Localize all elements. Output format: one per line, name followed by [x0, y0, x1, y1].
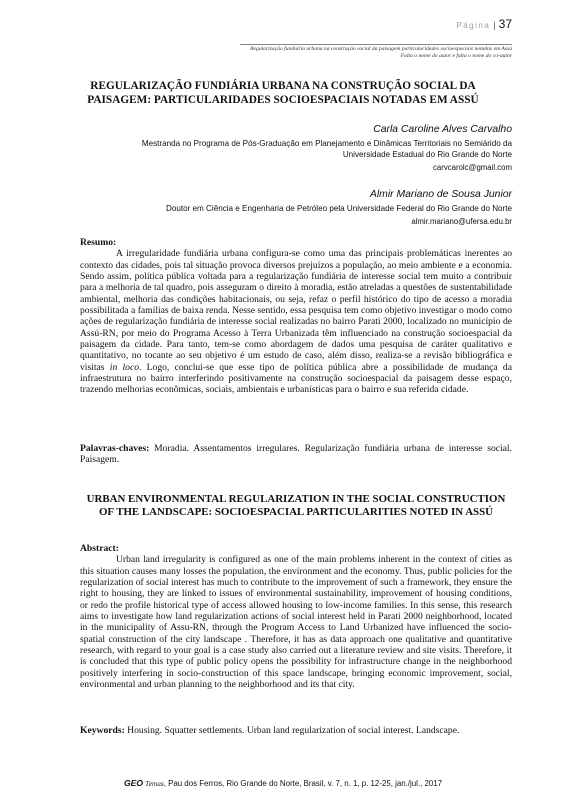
affiliation-line: Mestranda no Programa de Pós-Graduação em Planejamento e Dinâmicas Territoriais no Semiárido da: [141, 139, 512, 148]
author-name: Almir Mariano de Sousa Junior: [369, 189, 512, 200]
author-name: Carla Caroline Alves Carvalho: [373, 124, 512, 135]
resumo-section: [80, 237, 512, 396]
page-label: Página: [456, 21, 491, 30]
author-email: almir.mariano@ufersa.edu.br: [411, 217, 512, 227]
page-number-block: [456, 17, 512, 31]
running-head: [212, 46, 512, 60]
running-head-line1: Regularização fundiária urbana na construção social da paisagem particularidades socioespaciais notadas em Assú: [250, 46, 512, 52]
page-number: 37: [498, 17, 512, 31]
resumo-body: A irregularidade fundiária urbana configura-se como uma das principais problemáticas inerentes ao contexto das cidades, pois tal situação provoca diversos prejuízos a população, ao meio ambiente e a economia. Sendo assim, política pública voltada para a regularização fundiária de interesse social tem muito a contribuir para a melhoria de tal quadro, pois asseguram o direito à moradia, estão atreladas a questões de sustentabilidade ambiental, melhoria das condições habitacionais, ou seja, refaz o perfil histórico do tipo de acesso a moradia possibilitada a famílias de baixa renda. Nesse sentido, essa pesquisa tem como objetivo investigar o modo como ações de regularização fundiária de interesse social realizadas no bairro Parati 2000, localizado no município de Assú-RN, por meio do Programa Acesso à Terra Urbanizada têm influenciado na construção socioespacial da paisagem da cidade. Para tanto, tem-se como abordagem de dados uma pesquisa de caráter qualitativo e quantitativo, no tocante ao seu objetivo é um estudo de caso, além disso, realiza-se a revisão bibliográfica e visitas: [80, 248, 512, 373]
resumo-heading: Resumo:: [80, 237, 117, 248]
author-email: carvcarolc@gmail.com: [433, 163, 512, 173]
journal-logo-sub: Temas: [145, 781, 164, 788]
author-block-2: [166, 189, 512, 226]
palavras-chave-text: Moradia. Assentamentos irregulares. Regularização fundiária urbana de interesse social. Paisagem.: [80, 443, 512, 466]
resumo-italic-term: in loco: [109, 361, 140, 373]
footer-citation: [0, 778, 566, 788]
journal-logo: GEO: [123, 778, 144, 788]
article-title-en: URBAN ENVIRONMENTAL REGULARIZATION IN THE SOCIAL CONSTRUCTION OF THE LANDSCAPE: SOCIOESPACIAL PARTICULARITIES NOTED IN ASSÚ: [86, 493, 506, 519]
resumo-text: [80, 248, 512, 395]
affiliation-line: Doutor em Ciência e Engenharia de Petróleo pela Universidade Federal do Rio Grande do Norte: [166, 204, 512, 213]
page-separator: |: [493, 20, 496, 30]
article-title-pt: REGULARIZAÇÃO FUNDIÁRIA URBANA NA CONSTRUÇÃO SOCIAL DA PAISAGEM: PARTICULARIDADES SOCIOESPACIAIS NOTADAS EM ASSÚ: [87, 80, 479, 106]
abstract-text: Urban land irregularity is configured as one of the main problems inherent in the context of cities as this situation causes many losses the population, the environment and the economy. Thus, public policies for the regularization of social interest has much to contribute to the improvement of such a framework, they ensure the right to housing, they are linked to issues of environmental sustainability, improvement of housing conditions, or redo the profile historical type of access allowed housing to low-income families. In this sense, this research aims to investigate how land regularization actions of social interest held in Parati 2000 neighborhood, located in the municipality of Assu-RN, through the Program Access to Land Urbanized have influenced the socio-spatial construction of the city landscape . Therefore, it has as data approach one qualitative and quantitative research, with regard to your goal is a case study also carried out a literature review and site visits. Therefore, it is concluded that this type of public policy opens the possibility for infrastructure change in the neighborhood positively interfering in socio-construction of this space landscape, bringing economic improvement, social, environmental and urban planning to the neighborhood and its that city.: [80, 554, 512, 691]
keywords-text: Housing. Squatter settlements. Urban land regularization of social interest. Landscape.: [127, 725, 460, 736]
resumo-body-end: . Logo, conclui-se que esse tipo de política pública abre a possibilidade de mudança da infraestrutura no bairro interferindo positivamente na construção socioespacial da paisagem desse espaço, trazendo melhorias econômicas, sociais, ambientais e urbanísticas para o bairro e sua referida cidade.: [80, 361, 512, 396]
keywords-section: [80, 725, 512, 736]
running-head-line2: Falta o nome do autor e falta o nome do co-autor: [400, 53, 512, 59]
abstract-heading: Abstract:: [80, 543, 119, 554]
author-block-1: [142, 124, 512, 172]
author-affiliation: [142, 138, 512, 160]
keywords-heading: Keywords:: [80, 725, 125, 736]
palavras-chave-section: [80, 443, 512, 466]
author-affiliation: [166, 203, 512, 214]
header-rule: [240, 44, 512, 45]
abstract-section: [80, 543, 512, 690]
citation-text: , Pau dos Ferros, Rio Grande do Norte, Brasil, v. 7, n. 1, p. 12-25, jan./jul., 2017: [163, 779, 443, 788]
palavras-chave-heading: Palavras-chaves:: [80, 443, 150, 454]
affiliation-line: Universidade Estadual do Rio Grande do Norte: [342, 150, 512, 160]
